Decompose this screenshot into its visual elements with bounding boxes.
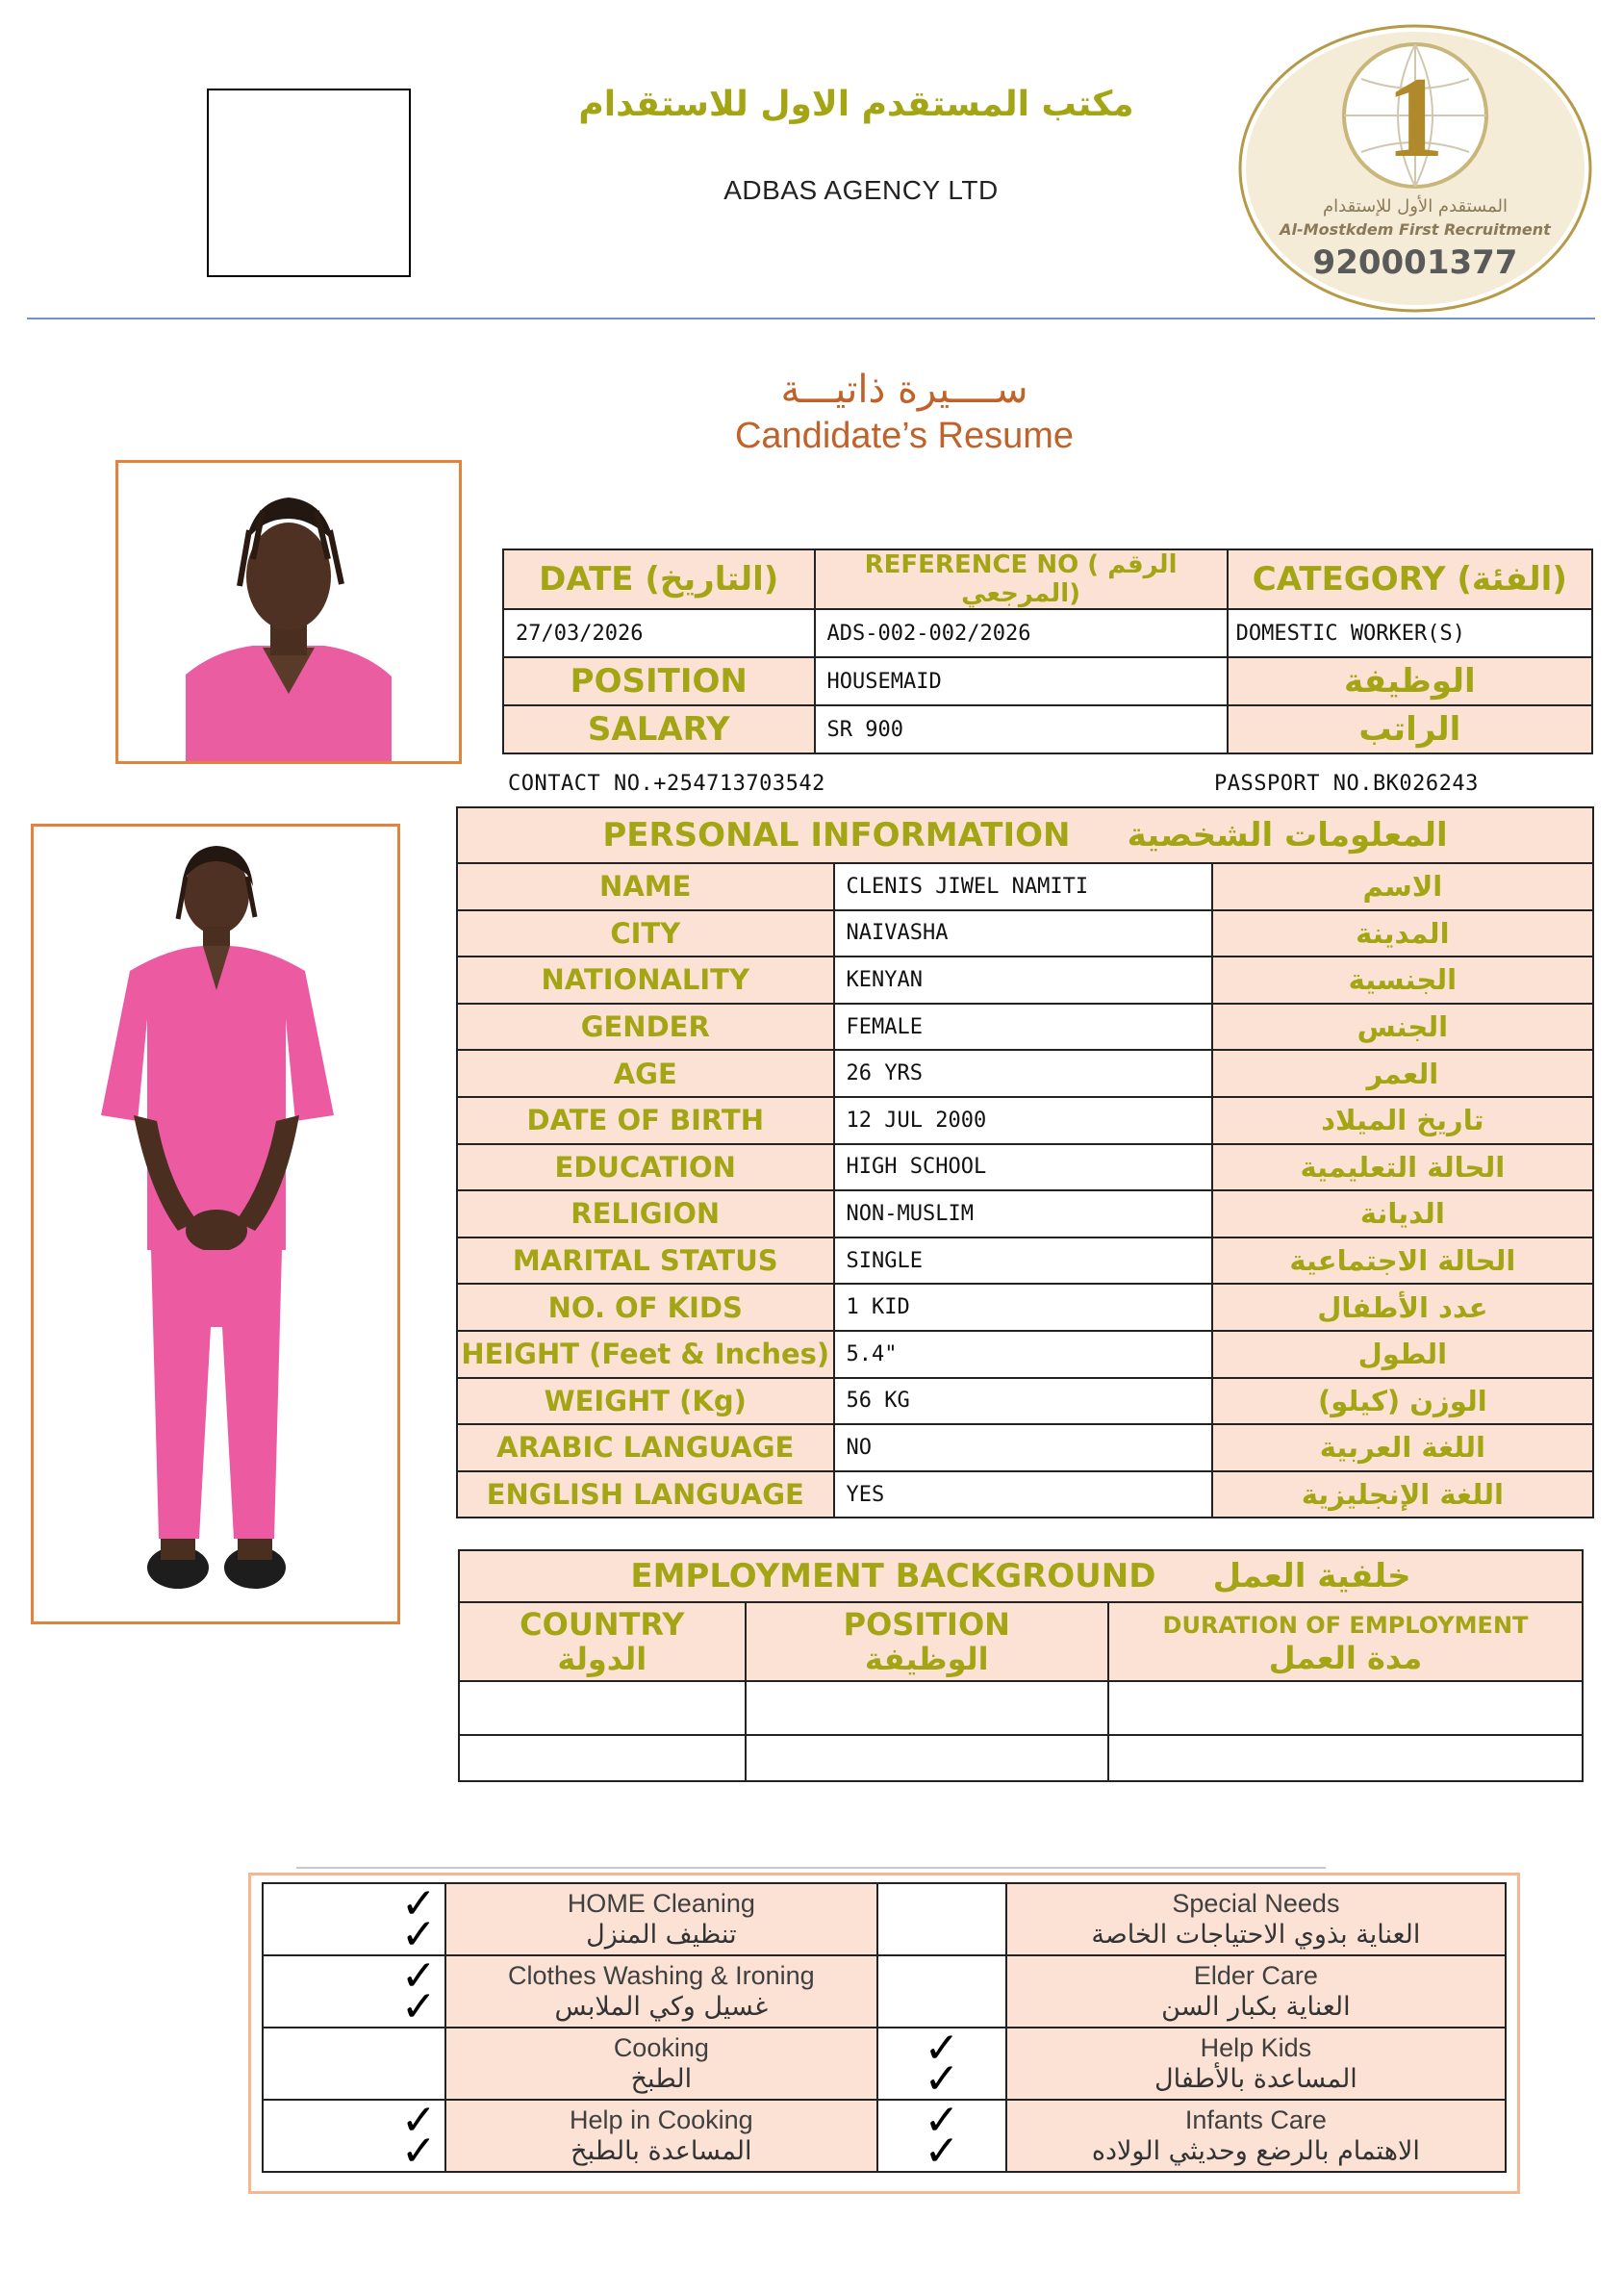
skill-cooking — [445, 2028, 877, 2100]
row-label-arabic: الحالة التعليمية — [1212, 1144, 1593, 1191]
country-label: COUNTRY — [520, 1606, 685, 1643]
row-label: HEIGHT (Feet & Inches) — [457, 1331, 834, 1378]
date-value: 27/03/2026 — [503, 609, 815, 657]
skill-label-arabic: الاهتمام بالرضع وحديثي الولاده — [1091, 2135, 1420, 2166]
resume-title-arabic: ســــيرة ذاتيـــة — [780, 368, 1028, 412]
row-label-arabic: الوزن (كيلو) — [1212, 1378, 1593, 1425]
employment-header — [459, 1550, 1583, 1602]
row-label-arabic: اللغة العربية — [1212, 1424, 1593, 1471]
row-value: 5.4" — [834, 1331, 1212, 1378]
row-label-arabic: الجنسية — [1212, 957, 1593, 1004]
country-label-arabic: الدولة — [557, 1641, 647, 1677]
skill-label: Help in Cooking — [570, 2105, 753, 2134]
salary-value: SR 900 — [815, 705, 1228, 753]
row-value: HIGH SCHOOL — [834, 1144, 1212, 1191]
row-label-arabic: الاسم — [1212, 863, 1593, 910]
salary-label-arabic: الراتب — [1228, 705, 1592, 753]
row-label-arabic: الديانة — [1212, 1190, 1593, 1237]
skill-label-arabic: العناية بذوي الاحتياجات الخاصة — [1091, 1919, 1421, 1950]
table-row — [457, 1378, 1593, 1425]
check-mark-icon — [263, 2028, 445, 2100]
row-value: SINGLE — [834, 1237, 1212, 1285]
table-row — [457, 1144, 1593, 1191]
skill-label: Help Kids — [1200, 2032, 1312, 2062]
row-label: CITY — [457, 910, 834, 957]
skill-help-kids — [1006, 2028, 1506, 2100]
contact-number: CONTACT NO.+254713703542 — [508, 772, 825, 796]
skill-label: Clothes Washing & Ironing — [508, 1960, 815, 1990]
check-mark-icon: ✓ ✓ — [877, 2028, 1006, 2100]
skill-label-arabic: المساعدة بالأطفال — [1154, 2063, 1357, 2094]
duration-label-arabic: مدة العمل — [1268, 1640, 1423, 1676]
row-label-arabic: الطول — [1212, 1331, 1593, 1378]
table-row — [459, 1735, 1583, 1781]
row-label-arabic: عدد الأطفال — [1212, 1284, 1593, 1331]
skill-label: HOME Cleaning — [567, 1888, 755, 1918]
svg-text:المستقدم الأول للإستقدام: المستقدم الأول للإستقدام — [1323, 196, 1508, 217]
agency-name: ADBAS AGENCY LTD — [723, 175, 999, 205]
table-row — [457, 863, 1593, 910]
country-header — [459, 1602, 746, 1681]
row-label-arabic: الجنس — [1212, 1004, 1593, 1051]
reference-value: ADS-002-002/2026 — [815, 609, 1228, 657]
category-value: DOMESTIC WORKER(S) — [1228, 609, 1592, 657]
row-label: MARITAL STATUS — [457, 1237, 834, 1285]
skill-label: Special Needs — [1172, 1888, 1340, 1918]
skill-elder-care — [1006, 1955, 1506, 2028]
row-label: ENGLISH LANGUAGE — [457, 1471, 834, 1518]
skill-home-cleaning — [445, 1883, 877, 1955]
skill-special-needs — [1006, 1883, 1506, 1955]
skill-clothes-washing — [445, 1955, 877, 2028]
skill-row — [263, 1883, 1506, 1955]
row-label: RELIGION — [457, 1190, 834, 1237]
svg-text:1: 1 — [1386, 53, 1444, 181]
date-label: DATE (التاريخ) — [503, 549, 815, 609]
check-mark-icon: ✓ ✓ — [263, 1883, 445, 1955]
row-label: WEIGHT (Kg) — [457, 1378, 834, 1425]
passport-number: PASSPORT NO.BK026243 — [1214, 772, 1479, 796]
check-mark-icon — [877, 1883, 1006, 1955]
row-label: EDUCATION — [457, 1144, 834, 1191]
office-name-arabic: مكتب المستقدم الاول للاستقدام — [578, 85, 1134, 124]
check-mark-icon: ✓ ✓ — [263, 1955, 445, 2028]
skill-label-arabic: العناية بكبار السن — [1161, 1991, 1351, 2022]
skill-row — [263, 2028, 1506, 2100]
row-label-arabic: الحالة الاجتماعية — [1212, 1237, 1593, 1285]
reference-table — [502, 548, 1593, 754]
row-label: NAME — [457, 863, 834, 910]
skill-row — [263, 1955, 1506, 2028]
full-body-photo — [31, 824, 400, 1624]
skills-table — [262, 1878, 1507, 2176]
row-label: GENDER — [457, 1004, 834, 1051]
emp-position-label: POSITION — [843, 1606, 1010, 1643]
table-row — [457, 1424, 1593, 1471]
table-row — [457, 1004, 1593, 1051]
skill-label: Elder Care — [1193, 1960, 1318, 1990]
row-value: 56 KG — [834, 1378, 1212, 1425]
skill-label-arabic: غسيل وكي الملابس — [554, 1991, 769, 2022]
skill-label-arabic: المساعدة بالطبخ — [571, 2135, 752, 2166]
skills-divider — [296, 1867, 1326, 1869]
personal-info-title: PERSONAL INFORMATION — [602, 816, 1071, 855]
row-label-arabic: المدينة — [1212, 910, 1593, 957]
skill-infants-care — [1006, 2100, 1506, 2172]
personal-info-title-arabic: المعلومات الشخصية — [1127, 816, 1448, 855]
row-label: ARABIC LANGUAGE — [457, 1424, 834, 1471]
row-label: NATIONALITY — [457, 957, 834, 1004]
row-label-arabic: اللغة الإنجليزية — [1212, 1471, 1593, 1518]
skill-label-arabic: تنظيف المنزل — [586, 1919, 737, 1950]
portrait-photo — [115, 460, 462, 764]
personal-info-header — [457, 807, 1593, 863]
employment-title: EMPLOYMENT BACKGROUND — [630, 1557, 1156, 1595]
reference-label: REFERENCE NO ( الرقم المرجعي) — [815, 549, 1228, 609]
row-value: KENYAN — [834, 957, 1212, 1004]
stamp-box — [207, 89, 411, 277]
position-label: POSITION — [503, 657, 815, 705]
row-label-arabic: تاريخ الميلاد — [1212, 1097, 1593, 1144]
row-value: FEMALE — [834, 1004, 1212, 1051]
table-row — [457, 1331, 1593, 1378]
row-label: DATE OF BIRTH — [457, 1097, 834, 1144]
position-value: HOUSEMAID — [815, 657, 1228, 705]
table-row — [457, 1284, 1593, 1331]
duration-label: DURATION OF EMPLOYMENT — [1162, 1612, 1529, 1639]
duration-header — [1108, 1602, 1583, 1681]
table-row — [457, 1097, 1593, 1144]
table-row — [457, 1050, 1593, 1097]
row-value: 12 JUL 2000 — [834, 1097, 1212, 1144]
position-label-arabic: الوظيفة — [1228, 657, 1592, 705]
table-row — [457, 1237, 1593, 1285]
personal-info-table — [456, 806, 1594, 1518]
employment-table — [458, 1549, 1584, 1782]
employment-title-arabic: خلفية العمل — [1212, 1557, 1411, 1595]
row-value: 1 KID — [834, 1284, 1212, 1331]
skill-label: Infants Care — [1184, 2105, 1327, 2134]
check-mark-icon: ✓ ✓ — [263, 2100, 445, 2172]
skill-label-arabic: الطبخ — [630, 2063, 693, 2094]
table-row — [457, 1471, 1593, 1518]
category-label: CATEGORY (الفئة) — [1228, 549, 1592, 609]
row-value: NAIVASHA — [834, 910, 1212, 957]
check-mark-icon: ✓ ✓ — [877, 2100, 1006, 2172]
position-header — [746, 1602, 1108, 1681]
row-value: 26 YRS — [834, 1050, 1212, 1097]
svg-text:920001377: 920001377 — [1312, 243, 1518, 282]
svg-text:Al-Mostkdem First Recruitment: Al-Mostkdem First Recruitment — [1280, 220, 1551, 239]
row-label-arabic: العمر — [1212, 1050, 1593, 1097]
emp-position-label-arabic: الوظيفة — [864, 1641, 989, 1677]
company-logo — [1236, 21, 1594, 316]
row-value: CLENIS JIWEL NAMITI — [834, 863, 1212, 910]
skill-label: Cooking — [613, 2032, 709, 2062]
row-label: NO. OF KIDS — [457, 1284, 834, 1331]
row-value: NO — [834, 1424, 1212, 1471]
table-row — [457, 910, 1593, 957]
row-value: YES — [834, 1471, 1212, 1518]
check-mark-icon — [877, 1955, 1006, 2028]
skill-row — [263, 2100, 1506, 2172]
table-row — [457, 1190, 1593, 1237]
skill-help-in-cooking — [445, 2100, 877, 2172]
header-divider — [27, 318, 1595, 319]
salary-label: SALARY — [503, 705, 815, 753]
row-value: NON-MUSLIM — [834, 1190, 1212, 1237]
resume-title: Candidate’s Resume — [734, 416, 1075, 456]
row-label: AGE — [457, 1050, 834, 1097]
table-row — [457, 957, 1593, 1004]
table-row — [459, 1681, 1583, 1735]
